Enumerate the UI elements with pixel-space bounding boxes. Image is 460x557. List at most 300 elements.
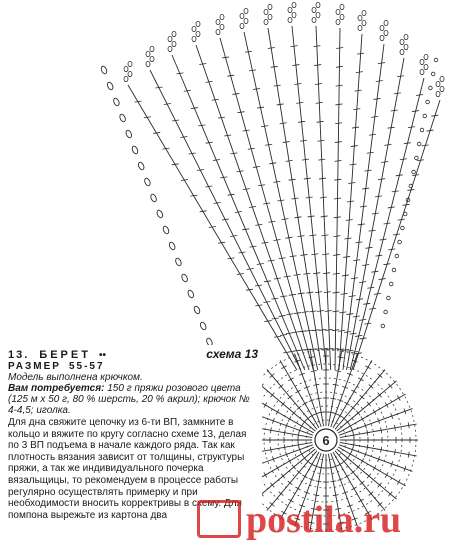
- fan-stitch-tick: [333, 273, 340, 274]
- fan-stitch-tick: [362, 264, 369, 265]
- edge-chain-loop: [199, 321, 207, 330]
- fan-column-line: [347, 58, 404, 370]
- fan-stitch-tick: [214, 203, 221, 204]
- fan-stitch-tick: [144, 117, 151, 118]
- fan-stitch-tick: [224, 135, 231, 136]
- bottom-cross-tick: [338, 357, 344, 358]
- fan-stitch-tick: [317, 140, 324, 141]
- fan-stitch-tick: [333, 254, 340, 255]
- edge-chain-loop: [100, 65, 108, 74]
- fan-stitch-tick: [346, 219, 353, 220]
- fan-stitch-tick: [227, 258, 234, 259]
- materials-label: Вам потребуется:: [8, 383, 105, 394]
- fan-stitch-tick: [284, 276, 291, 277]
- bottom-cross-tick: [316, 398, 322, 399]
- fan-stitch-tick: [309, 311, 316, 312]
- fan-stitch-tick: [347, 201, 354, 202]
- fan-stitch-tick: [359, 319, 366, 320]
- fan-stitch-tick: [314, 65, 321, 66]
- edge-dot: [403, 212, 407, 216]
- fan-stitch-tick: [274, 278, 281, 279]
- fan-stitch-tick: [362, 188, 369, 189]
- fan-stitch-tick: [374, 98, 381, 99]
- fan-stitch-tick: [356, 299, 363, 300]
- fan-stitch-tick: [355, 353, 362, 354]
- fan-chain-loop: [440, 86, 444, 91]
- fan-stitch-tick: [332, 330, 339, 331]
- fan-chain-loop: [128, 71, 132, 76]
- fan-stitch-tick: [360, 206, 367, 207]
- fan-stitch-tick: [243, 130, 250, 131]
- fan-stitch-tick: [264, 281, 271, 282]
- bottom-cross-tick: [311, 371, 317, 372]
- fan-stitch-tick: [246, 289, 253, 290]
- fan-stitch-tick: [353, 109, 360, 110]
- bottom-cross-tick: [313, 495, 319, 496]
- fan-stitch-tick: [336, 48, 343, 49]
- fan-stitch-tick: [342, 275, 349, 276]
- fan-stitch-tick: [341, 293, 348, 294]
- fan-stitch-tick: [308, 216, 315, 217]
- fan-stitch-tick: [212, 99, 219, 100]
- fan-stitch-tick: [416, 95, 423, 96]
- bottom-cross-tick: [367, 430, 368, 436]
- fan-stitch-tick: [237, 274, 244, 275]
- fan-stitch-tick: [222, 57, 229, 58]
- fan-stitch-tick: [351, 351, 358, 352]
- fan-stitch-tick: [255, 224, 262, 225]
- fan-column-line: [353, 100, 440, 370]
- edge-dot: [429, 86, 433, 90]
- pattern-name: БЕРЕТ: [39, 349, 91, 361]
- fan-chain-loop: [124, 66, 128, 71]
- fan-stitch-tick: [353, 316, 360, 317]
- edge-chain-loop: [137, 161, 145, 170]
- fan-stitch-tick: [286, 160, 293, 161]
- fan-stitch-tick: [298, 293, 305, 294]
- edge-dot: [387, 296, 391, 300]
- fan-stitch-tick: [297, 236, 304, 237]
- bottom-cross-tick: [295, 487, 300, 490]
- bottom-cross-tick: [358, 378, 363, 381]
- fan-stitch-tick: [383, 264, 390, 265]
- edge-chain-loop: [125, 129, 133, 138]
- materials-text: 150 г пряжи розового цвета (125 м х 50 г, 80 % шерсть, 20 % акрил); крючок № 4-4,5; иголка.: [8, 383, 250, 416]
- edge-chain-loop: [150, 193, 158, 202]
- fan-chain-loop: [340, 4, 344, 9]
- fan-chain-loop: [384, 30, 388, 35]
- fan-stitch-tick: [238, 252, 245, 253]
- fan-stitch-tick: [232, 93, 239, 94]
- fan-stitch-tick: [200, 211, 207, 212]
- fan-stitch-tick: [319, 178, 326, 179]
- fan-stitch-tick: [355, 335, 362, 336]
- bottom-cross-tick: [313, 384, 319, 385]
- fan-stitch-tick: [325, 311, 332, 312]
- fan-stitch-tick: [248, 148, 255, 149]
- bottom-cross-tick: [264, 472, 267, 477]
- fan-chain-loop: [172, 31, 176, 36]
- fan-stitch-tick: [263, 302, 270, 303]
- fan-stitch-tick: [263, 203, 270, 204]
- fan-stitch-tick: [230, 153, 237, 154]
- fan-stitch-tick: [321, 235, 328, 236]
- fan-stitch-tick: [375, 255, 382, 256]
- bottom-cross-tick: [361, 458, 364, 463]
- bottom-cross-tick: [281, 366, 286, 369]
- size-value: 55-57: [68, 361, 105, 372]
- fan-stitch-tick: [356, 72, 363, 73]
- bottom-cross-tick: [302, 475, 307, 478]
- fan-stitch-tick: [335, 123, 342, 124]
- fan-stitch-tick: [374, 293, 381, 294]
- scheme-label: схема 13: [206, 347, 258, 361]
- fan-chain-loop: [424, 64, 428, 69]
- bottom-cross-tick: [288, 416, 291, 421]
- fan-stitch-tick: [280, 296, 287, 297]
- fan-stitch-tick: [280, 123, 287, 124]
- bottom-cross-tick: [351, 390, 356, 393]
- fan-stitch-tick: [280, 335, 287, 336]
- fan-chain-loop: [216, 19, 220, 24]
- fan-stitch-tick: [306, 292, 313, 293]
- bottom-cross-tick: [394, 449, 395, 455]
- fan-chain-loop: [384, 20, 388, 25]
- bottom-cross-tick: [288, 458, 291, 463]
- fan-stitch-tick: [205, 186, 212, 187]
- bottom-cross-tick: [381, 447, 382, 453]
- fan-stitch-tick: [309, 235, 316, 236]
- fan-chain-loop: [292, 12, 296, 17]
- fan-stitch-tick: [245, 51, 252, 52]
- fan-stitch-tick: [273, 240, 280, 241]
- fan-stitch-tick: [277, 200, 284, 201]
- fan-stitch-tick: [253, 88, 260, 89]
- fan-chain-loop: [150, 56, 154, 61]
- fan-stitch-tick: [350, 164, 357, 165]
- watermark-text: postila.ru: [246, 499, 402, 541]
- bottom-cross-tick: [270, 447, 271, 453]
- fan-stitch-tick: [359, 282, 366, 283]
- fan-column-line: [316, 26, 331, 370]
- bottom-cross-tick: [335, 371, 341, 372]
- bottom-cross-tick: [408, 452, 409, 458]
- fan-stitch-tick: [313, 46, 320, 47]
- fan-stitch-tick: [285, 237, 292, 238]
- edge-chain-loop: [162, 225, 170, 234]
- fan-stitch-tick: [335, 160, 342, 161]
- fan-stitch-tick: [176, 73, 183, 74]
- fan-stitch-tick: [197, 170, 204, 171]
- bottom-cross-tick: [373, 409, 376, 414]
- fan-stitch-tick: [408, 127, 415, 128]
- fan-chain-loop: [380, 25, 384, 30]
- fan-stitch-tick: [375, 196, 382, 197]
- instructions-text: Для дна свяжите цепочку из 6-ти ВП, замкните в кольцо и вяжите по кругу согласно схеме 13, делая по 3 ВП подъема в начале каждого ряда. Так как плотность вязания зависит от толщины, структуры пряжи, а так же индивидуального почерка вязальщицы, то рекомендуем в процессе работы регулярно осуществлять примерку и при необходимости вносить корректривы в схему. Для помпона вырежьте из картона два: [8, 417, 247, 521]
- fan-stitch-tick: [335, 142, 342, 143]
- fan-stitch-tick: [247, 269, 254, 270]
- fan-stitch-tick: [269, 163, 276, 164]
- fan-stitch-tick: [417, 160, 424, 161]
- bottom-cross-tick: [365, 366, 370, 369]
- fan-chain-loop: [150, 46, 154, 51]
- edge-dot: [389, 282, 393, 286]
- fan-stitch-tick: [293, 332, 300, 333]
- bottom-cross-tick: [302, 402, 307, 405]
- edge-dot: [434, 58, 438, 62]
- fan-stitch-tick: [344, 332, 351, 333]
- fan-stitch-tick: [300, 140, 307, 141]
- fan-stitch-tick: [279, 258, 286, 259]
- fan-stitch-tick: [381, 162, 388, 163]
- bottom-cross-tick: [316, 481, 322, 482]
- fan-stitch-tick: [294, 83, 301, 84]
- fan-stitch-tick: [322, 254, 329, 255]
- fan-stitch-tick: [268, 221, 275, 222]
- bottom-cross-tick: [353, 432, 354, 438]
- fan-chain-loop: [244, 8, 248, 13]
- fan-stitch-tick: [294, 274, 301, 275]
- fan-stitch-tick: [349, 296, 356, 297]
- fan-stitch-tick: [268, 48, 275, 49]
- chart-fan-lines: [128, 26, 440, 370]
- fan-stitch-tick: [422, 145, 429, 146]
- fan-stitch-tick: [336, 66, 343, 67]
- fan-stitch-tick: [352, 127, 359, 128]
- fan-stitch-tick: [261, 126, 268, 127]
- fan-stitch-tick: [289, 294, 296, 295]
- fan-chain-loop: [244, 18, 248, 23]
- fan-column-line: [150, 70, 301, 370]
- fan-chain-loop: [220, 24, 224, 29]
- fan-chain-loop: [312, 7, 316, 12]
- fan-stitch-tick: [343, 256, 350, 257]
- fan-stitch-tick: [306, 197, 313, 198]
- fan-chain-loop: [192, 26, 196, 31]
- fan-chain-loop: [420, 59, 424, 64]
- fan-column-line: [220, 38, 313, 370]
- bottom-cross-tick: [385, 402, 388, 407]
- edge-dot: [415, 156, 419, 160]
- fan-chain-loop: [146, 61, 150, 66]
- bottom-cross-tick: [344, 402, 349, 405]
- fan-stitch-tick: [384, 144, 391, 145]
- size-label: РАЗМЕР: [8, 361, 61, 372]
- fan-stitch-tick: [363, 303, 370, 304]
- bottom-cross-tick: [284, 444, 285, 450]
- fan-stitch-tick: [249, 246, 256, 247]
- edge-chain-loop: [168, 241, 176, 250]
- fan-stitch-tick: [294, 313, 301, 314]
- fan-chain-loop: [400, 39, 404, 44]
- fan-stitch-tick: [404, 143, 411, 144]
- fan-stitch-tick: [289, 179, 296, 180]
- fan-stitch-tick: [227, 75, 234, 76]
- fan-stitch-tick: [342, 349, 349, 350]
- bottom-cross-tick: [264, 402, 267, 407]
- fan-chain-loop: [288, 7, 292, 12]
- fan-stitch-tick: [360, 338, 367, 339]
- fan-stitch-tick: [294, 217, 301, 218]
- fan-stitch-tick: [394, 93, 401, 94]
- fan-stitch-tick: [367, 152, 374, 153]
- fan-chain-loop: [216, 29, 220, 34]
- fan-chain-loop: [240, 13, 244, 18]
- fan-stitch-tick: [257, 107, 264, 108]
- fan-stitch-tick: [303, 273, 310, 274]
- fan-chain-loop: [316, 12, 320, 17]
- fan-stitch-tick: [258, 185, 265, 186]
- pattern-intro: Модель выполнена крючком.: [8, 372, 143, 383]
- edge-chain-loop: [187, 289, 195, 298]
- bottom-cross-tick: [333, 384, 339, 385]
- fan-stitch-tick: [396, 175, 403, 176]
- fan-stitch-tick: [357, 53, 364, 54]
- fan-stitch-tick: [400, 159, 407, 160]
- bottom-cross-tick: [276, 465, 279, 470]
- fan-stitch-tick: [292, 198, 299, 199]
- fan-stitch-tick: [304, 178, 311, 179]
- fan-stitch-tick: [255, 285, 262, 286]
- fan-chain-loop: [400, 49, 404, 54]
- fan-stitch-tick: [255, 305, 262, 306]
- fan-stitch-tick: [371, 271, 378, 272]
- fan-stitch-tick: [332, 311, 339, 312]
- fan-stitch-tick: [181, 179, 188, 180]
- fan-column-line: [244, 32, 318, 370]
- fan-stitch-tick: [249, 207, 256, 208]
- fan-chain-loop: [424, 54, 428, 59]
- fan-chain-loop: [404, 44, 408, 49]
- fan-stitch-tick: [353, 260, 360, 261]
- fan-chain-loop: [168, 46, 172, 51]
- fan-stitch-tick: [378, 63, 385, 64]
- fan-stitch-tick: [315, 292, 322, 293]
- fan-stitch-tick: [325, 329, 332, 330]
- fan-chain-loop: [420, 69, 424, 74]
- fan-stitch-tick: [369, 134, 376, 135]
- fan-stitch-tick: [238, 112, 245, 113]
- fan-stitch-tick: [333, 236, 340, 237]
- bottom-cross-tick: [385, 472, 388, 477]
- fan-stitch-tick: [372, 213, 379, 214]
- pattern-title-row: [8, 347, 258, 361]
- bottom-cross-tick: [295, 390, 300, 393]
- fan-stitch-tick: [164, 104, 171, 105]
- fan-stitch-tick: [222, 219, 229, 220]
- fan-stitch-tick: [209, 227, 216, 228]
- fan-stitch-tick: [279, 315, 286, 316]
- edge-dot: [423, 114, 427, 118]
- edge-chain-loop: [119, 113, 127, 122]
- fan-stitch-tick: [253, 166, 260, 167]
- pattern-number: 13.: [8, 349, 30, 361]
- fan-stitch-tick: [313, 273, 320, 274]
- fan-stitch-tick: [369, 308, 376, 309]
- edge-dot: [381, 324, 385, 328]
- fan-stitch-tick: [317, 121, 324, 122]
- fan-stitch-tick: [172, 164, 179, 165]
- fan-stitch-tick: [412, 175, 419, 176]
- fan-stitch-tick: [162, 148, 169, 149]
- fan-stitch-tick: [376, 80, 383, 81]
- fan-stitch-tick: [431, 115, 438, 116]
- fan-chain-loop: [336, 9, 340, 14]
- fan-stitch-tick: [230, 236, 237, 237]
- fan-stitch-tick: [189, 153, 196, 154]
- fan-chain-loop: [362, 10, 366, 15]
- bottom-cross-tick: [351, 487, 356, 490]
- fan-chain-loop: [288, 17, 292, 22]
- fan-chain-loop: [168, 36, 172, 41]
- fan-stitch-tick: [261, 242, 268, 243]
- edge-dot: [392, 268, 396, 272]
- fan-stitch-tick: [371, 116, 378, 117]
- fan-stitch-tick: [346, 314, 353, 315]
- fan-stitch-tick: [388, 127, 395, 128]
- materials-paragraph: [8, 383, 258, 416]
- fan-stitch-tick: [379, 239, 386, 240]
- fan-column-line: [343, 44, 384, 370]
- fan-stitch-tick: [153, 132, 160, 133]
- fan-stitch-tick: [334, 179, 341, 180]
- fan-stitch-tick: [344, 238, 351, 239]
- fan-stitch-tick: [334, 217, 341, 218]
- edge-chain-loop: [156, 209, 164, 218]
- fan-stitch-tick: [299, 331, 306, 332]
- fan-stitch-tick: [317, 311, 324, 312]
- fan-stitch-tick: [286, 333, 293, 334]
- fan-stitch-tick: [300, 254, 307, 255]
- fan-stitch-tick: [220, 177, 227, 178]
- fan-stitch-tick: [296, 102, 303, 103]
- edge-dot: [426, 100, 430, 104]
- fan-stitch-tick: [336, 85, 343, 86]
- fan-chain-loop: [240, 23, 244, 28]
- fan-chain-loop: [268, 14, 272, 19]
- bottom-cross-tick: [330, 481, 336, 482]
- fan-stitch-tick: [364, 323, 371, 324]
- fan-stitch-tick: [379, 279, 386, 280]
- fan-stitch-tick: [228, 194, 235, 195]
- fan-stitch-tick: [237, 171, 244, 172]
- fan-stitch-tick: [265, 144, 272, 145]
- fan-stitch-tick: [268, 260, 275, 261]
- fan-stitch-tick: [319, 329, 326, 330]
- edge-dot: [401, 226, 405, 230]
- fan-chain-loop: [436, 91, 440, 96]
- fan-stitch-tick: [271, 66, 278, 67]
- edge-dot: [395, 254, 399, 258]
- fan-stitch-tick: [156, 87, 163, 88]
- fan-chain-loop: [196, 21, 200, 26]
- fan-chain-loop: [192, 36, 196, 41]
- fan-stitch-tick: [206, 142, 213, 143]
- fan-stitch-tick: [339, 312, 346, 313]
- fan-stitch-tick: [281, 219, 288, 220]
- fan-stitch-tick: [378, 179, 385, 180]
- fan-stitch-tick: [358, 224, 365, 225]
- bottom-cross-tick: [270, 427, 271, 433]
- fan-stitch-tick: [191, 108, 198, 109]
- fan-stitch-tick: [271, 298, 278, 299]
- fan-stitch-tick: [338, 330, 345, 331]
- fan-chain-loop: [264, 19, 268, 24]
- fan-stitch-tick: [184, 90, 191, 91]
- bottom-cross-tick: [381, 427, 382, 433]
- fan-stitch-tick: [180, 137, 187, 138]
- fan-stitch-tick: [350, 333, 357, 334]
